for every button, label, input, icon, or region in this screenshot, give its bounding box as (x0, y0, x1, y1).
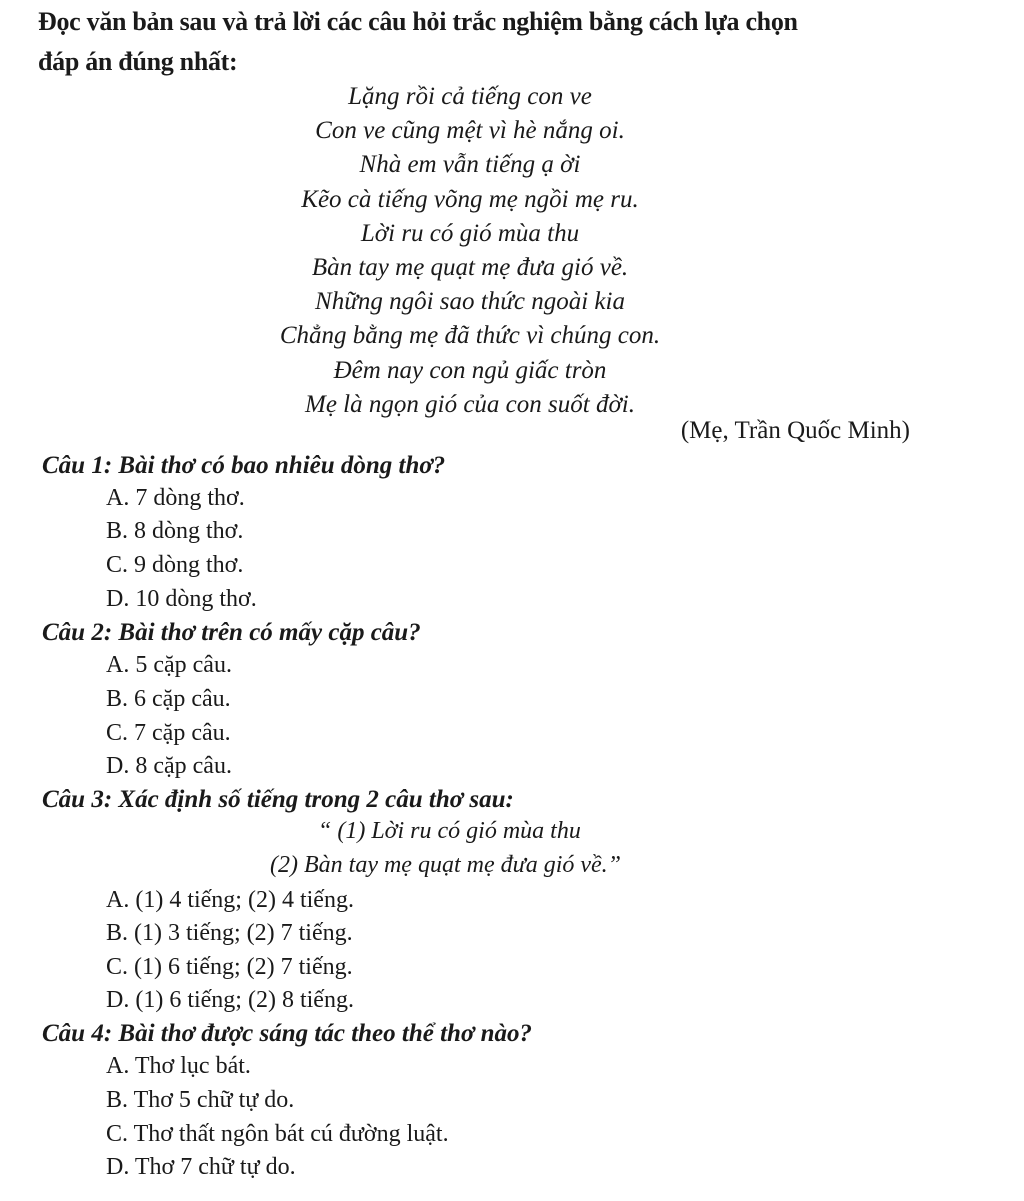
poem (160, 80, 780, 422)
question-3-quote-line-1: “ (1) Lời ru có gió mùa thu (318, 818, 581, 844)
question-1-option-d: D. 10 dòng thơ. (106, 586, 257, 612)
question-3-option-d: D. (1) 6 tiếng; (2) 8 tiếng. (106, 987, 354, 1013)
question-2-title: Câu 2: Bài thơ trên có mấy cặp câu? (42, 619, 421, 646)
question-4-option-b: B. Thơ 5 chữ tự do. (106, 1087, 295, 1113)
question-4-option-c: C. Thơ thất ngôn bát cú đường luật. (106, 1121, 449, 1147)
poem-line: Kẽo cà tiếng võng mẹ ngồi mẹ ru. (301, 185, 639, 213)
question-4-option-d: D. Thơ 7 chữ tự do. (106, 1154, 296, 1180)
poem-line: Đêm nay con ngủ giấc tròn (333, 356, 607, 384)
question-3-option-b: B. (1) 3 tiếng; (2) 7 tiếng. (106, 920, 353, 946)
question-2-option-d: D. 8 cặp câu. (106, 753, 232, 779)
poem-line: Bàn tay mẹ quạt mẹ đưa gió về. (311, 254, 629, 282)
poem-line: Chẳng bằng mẹ đã thức vì chúng con. (279, 322, 661, 350)
question-1-title: Câu 1: Bài thơ có bao nhiêu dòng thơ? (42, 452, 446, 479)
poem-line: Con ve cũng mệt vì hè nắng oi. (315, 117, 625, 145)
poem-line: Mẹ là ngọn gió của con suốt đời. (305, 390, 635, 418)
question-1-option-b: B. 8 dòng thơ. (106, 518, 244, 544)
poem-line: Lặng rồi cả tiếng con ve (348, 83, 592, 110)
question-1-option-a: A. 7 dòng thơ. (106, 485, 245, 511)
instructions-line-1: Đọc văn bản sau và trả lời các câu hỏi trắc nghiệm bằng cách lựa chọn (38, 7, 798, 36)
instructions (38, 2, 978, 82)
poem-source: (Mẹ, Trần Quốc Minh) (680, 417, 910, 444)
question-3-option-a: A. (1) 4 tiếng; (2) 4 tiếng. (106, 887, 354, 913)
poem-line: Lời ru có gió mùa thu (360, 219, 580, 247)
question-2-option-a: A. 5 cặp câu. (106, 652, 232, 678)
instructions-line-2: đáp án đúng nhất: (38, 47, 238, 76)
question-4-title: Câu 4: Bài thơ được sáng tác theo thể thơ nào? (42, 1020, 533, 1047)
question-3-title: Câu 3: Xác định số tiếng trong 2 câu thơ sau: (42, 786, 514, 813)
question-2-option-b: B. 6 cặp câu. (106, 686, 231, 712)
question-1-option-c: C. 9 dòng thơ. (106, 552, 244, 578)
question-2-option-c: C. 7 cặp câu. (106, 720, 231, 746)
question-3-option-c: C. (1) 6 tiếng; (2) 7 tiếng. (106, 954, 353, 980)
poem-line: Nhà em vẫn tiếng ạ ời (359, 151, 581, 179)
question-3-quote-line-2: (2) Bàn tay mẹ quạt mẹ đưa gió về.” (270, 852, 622, 878)
poem-line: Những ngôi sao thức ngoài kia (315, 288, 625, 316)
question-4-option-a: A. Thơ lục bát. (106, 1053, 251, 1079)
